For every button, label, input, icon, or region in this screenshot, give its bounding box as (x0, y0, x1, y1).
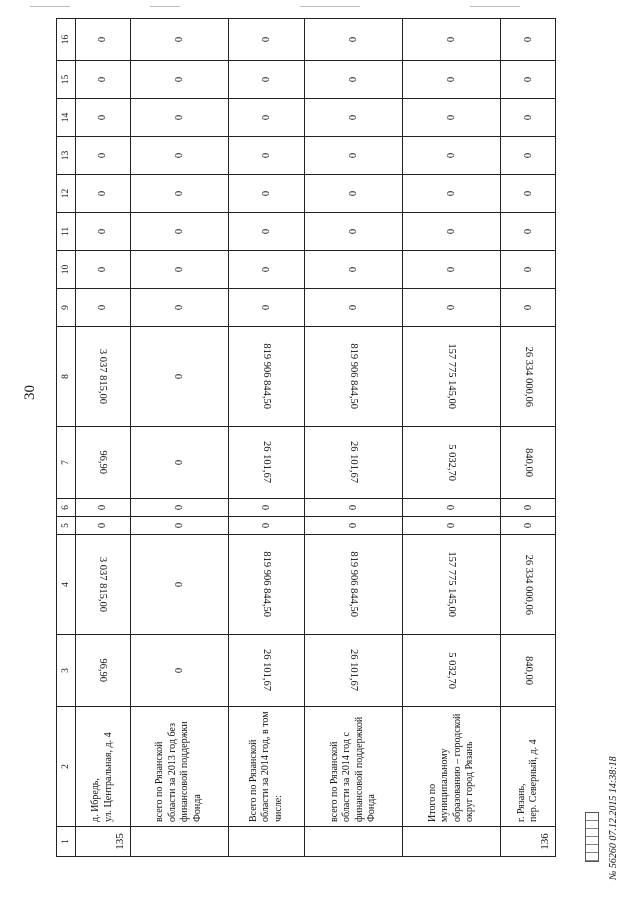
row-number: 136 (501, 827, 556, 857)
cell-col-3 (501, 635, 556, 707)
cell-value: 0 (348, 522, 360, 529)
cell-value: 3 037 815,00 (97, 556, 109, 613)
row-number (403, 827, 501, 857)
cell-value: 0 (446, 522, 458, 529)
row-number (228, 827, 304, 857)
cell-col-3 (403, 635, 501, 707)
cell-col-4 (130, 535, 228, 635)
cell-col-8 (305, 327, 403, 427)
cell-value: 840,00 (522, 656, 534, 685)
cell-col-13 (76, 137, 131, 175)
cell-value: 0 (348, 304, 360, 311)
scan-artifact (470, 6, 520, 7)
cell-col-5 (76, 517, 131, 535)
cell-col-5 (228, 517, 304, 535)
cell-col-4 (76, 535, 131, 635)
row-label: всего по Рязанской области за 2013 год без финансовой поддержки Фонда (130, 707, 228, 827)
cell-value: 0 (173, 667, 185, 674)
column-header-4: 4 (57, 535, 76, 635)
column-header-16: 16 (57, 19, 76, 61)
data-table (56, 18, 556, 857)
cell-col-16 (76, 19, 131, 61)
cell-col-3 (76, 635, 131, 707)
cell-col-5 (305, 517, 403, 535)
cell-col-10 (501, 251, 556, 289)
cell-col-14 (130, 99, 228, 137)
cell-col-10 (403, 251, 501, 289)
cell-col-9 (403, 289, 501, 327)
cell-value: 0 (97, 304, 109, 311)
column-header-10: 10 (57, 251, 76, 289)
cell-value: 26 101,67 (261, 441, 273, 484)
cell-value: 5 032,70 (446, 652, 458, 689)
table-container (56, 19, 556, 857)
cell-col-7 (403, 427, 501, 499)
cell-value: 0 (446, 190, 458, 197)
row-number: 135 (76, 827, 131, 857)
cell-col-11 (228, 213, 304, 251)
cell-col-6 (305, 499, 403, 517)
cell-col-5 (403, 517, 501, 535)
header-row (57, 19, 76, 857)
cell-value: 819 906 844,50 (261, 343, 273, 410)
cell-value: 0 (97, 152, 109, 159)
cell-value: 0 (522, 36, 534, 43)
cell-col-13 (501, 137, 556, 175)
cell-value: 0 (261, 266, 273, 273)
scan-artifact (30, 6, 70, 7)
cell-col-15 (76, 61, 131, 99)
cell-value: 0 (173, 459, 185, 466)
column-header-2: 2 (57, 707, 76, 827)
cell-value: 0 (446, 76, 458, 83)
cell-col-11 (130, 213, 228, 251)
table-row (130, 19, 228, 857)
cell-col-5 (130, 517, 228, 535)
document-footer: № 56260 07.12.2015 14:38:18 (608, 756, 619, 880)
cell-value: 0 (348, 36, 360, 43)
table-row (228, 19, 304, 857)
row-number (130, 827, 228, 857)
cell-col-12 (130, 175, 228, 213)
cell-col-7 (501, 427, 556, 499)
cell-value: 0 (348, 152, 360, 159)
cell-value: 0 (348, 76, 360, 83)
row-number (305, 827, 403, 857)
cell-col-10 (305, 251, 403, 289)
column-header-15: 15 (57, 61, 76, 99)
cell-value: 0 (261, 190, 273, 197)
table-row (76, 19, 131, 857)
cell-value: 0 (173, 152, 185, 159)
cell-value: 26 101,67 (348, 649, 360, 692)
cell-value: 0 (446, 36, 458, 43)
column-header-13: 13 (57, 137, 76, 175)
column-header-8: 8 (57, 327, 76, 427)
cell-col-12 (403, 175, 501, 213)
cell-value: 0 (173, 228, 185, 235)
cell-col-12 (228, 175, 304, 213)
cell-col-7 (228, 427, 304, 499)
cell-col-4 (403, 535, 501, 635)
cell-col-15 (130, 61, 228, 99)
cell-col-9 (305, 289, 403, 327)
cell-value: 0 (348, 266, 360, 273)
cell-value: 819 906 844,50 (261, 551, 273, 618)
cell-value: 3 037 815,00 (97, 348, 109, 405)
cell-value: 0 (261, 504, 273, 511)
cell-value: 96,90 (97, 450, 109, 475)
cell-value: 0 (348, 114, 360, 121)
cell-col-7 (76, 427, 131, 499)
cell-value: 0 (173, 373, 185, 380)
cell-col-13 (403, 137, 501, 175)
registry-stamp (585, 812, 599, 862)
cell-value: 26 334 000,06 (522, 346, 534, 407)
cell-col-5 (501, 517, 556, 535)
column-header-1: 1 (57, 827, 76, 857)
cell-value: 0 (97, 76, 109, 83)
cell-col-8 (130, 327, 228, 427)
cell-value: 0 (522, 152, 534, 159)
cell-value: 0 (173, 581, 185, 588)
cell-col-8 (228, 327, 304, 427)
cell-col-6 (403, 499, 501, 517)
column-header-11: 11 (57, 213, 76, 251)
cell-value: 0 (97, 190, 109, 197)
cell-value: 0 (173, 504, 185, 511)
cell-value: 0 (522, 266, 534, 273)
cell-value: 26 334 000,06 (522, 554, 534, 615)
cell-col-13 (305, 137, 403, 175)
cell-value: 840,00 (522, 448, 534, 477)
cell-col-14 (403, 99, 501, 137)
cell-value: 0 (261, 304, 273, 311)
cell-col-16 (501, 19, 556, 61)
cell-col-11 (305, 213, 403, 251)
cell-col-7 (130, 427, 228, 499)
cell-value: 0 (261, 76, 273, 83)
cell-col-14 (501, 99, 556, 137)
cell-col-7 (305, 427, 403, 499)
row-label: всего по Рязанской области за 2014 год с финансовой поддержкой Фонда (305, 707, 403, 827)
cell-col-10 (130, 251, 228, 289)
cell-value: 0 (173, 522, 185, 529)
cell-value: 26 101,67 (261, 649, 273, 692)
cell-value: 0 (261, 114, 273, 121)
cell-value: 0 (446, 304, 458, 311)
cell-value: 0 (261, 152, 273, 159)
cell-value: 0 (173, 266, 185, 273)
cell-col-11 (501, 213, 556, 251)
cell-value: 0 (261, 522, 273, 529)
cell-value: 0 (173, 36, 185, 43)
column-header-9: 9 (57, 289, 76, 327)
cell-value: 157 775 145,00 (446, 343, 458, 410)
cell-col-12 (305, 175, 403, 213)
table-row (403, 19, 501, 857)
cell-value: 0 (173, 304, 185, 311)
cell-col-4 (228, 535, 304, 635)
row-label: г. Рязань, пер. Северный, д. 4 (501, 707, 556, 827)
cell-col-8 (501, 327, 556, 427)
cell-col-3 (305, 635, 403, 707)
cell-value: 0 (173, 190, 185, 197)
cell-col-8 (403, 327, 501, 427)
cell-value: 819 906 844,50 (348, 343, 360, 410)
row-label: Всего по Рязанской области за 2014 год, в том числе: (228, 707, 304, 827)
cell-col-10 (76, 251, 131, 289)
cell-value: 0 (446, 228, 458, 235)
cell-col-12 (76, 175, 131, 213)
cell-col-11 (76, 213, 131, 251)
table-row (305, 19, 403, 857)
cell-col-13 (228, 137, 304, 175)
cell-col-6 (501, 499, 556, 517)
cell-value: 0 (173, 76, 185, 83)
cell-col-16 (403, 19, 501, 61)
cell-value: 819 906 844,50 (348, 551, 360, 618)
cell-col-15 (305, 61, 403, 99)
row-label: д. Ибредь, ул. Центральная, д. 4 (76, 707, 131, 827)
cell-value: 0 (97, 114, 109, 121)
cell-col-14 (76, 99, 131, 137)
cell-col-15 (501, 61, 556, 99)
cell-value: 0 (522, 228, 534, 235)
cell-value: 0 (348, 190, 360, 197)
cell-value: 0 (522, 190, 534, 197)
cell-col-9 (130, 289, 228, 327)
cell-col-3 (228, 635, 304, 707)
column-header-14: 14 (57, 99, 76, 137)
column-header-3: 3 (57, 635, 76, 707)
cell-value: 0 (446, 504, 458, 511)
cell-value: 0 (522, 522, 534, 529)
cell-col-6 (130, 499, 228, 517)
cell-value: 157 775 145,00 (446, 551, 458, 618)
cell-value: 0 (522, 114, 534, 121)
cell-col-12 (501, 175, 556, 213)
cell-col-6 (228, 499, 304, 517)
cell-value: 0 (173, 114, 185, 121)
cell-value: 0 (97, 36, 109, 43)
cell-col-9 (501, 289, 556, 327)
cell-col-11 (403, 213, 501, 251)
cell-col-9 (228, 289, 304, 327)
cell-value: 0 (97, 228, 109, 235)
cell-col-16 (228, 19, 304, 61)
cell-value: 0 (446, 266, 458, 273)
column-header-6: 6 (57, 499, 76, 517)
cell-value: 96,90 (97, 658, 109, 683)
cell-value: 0 (261, 36, 273, 43)
row-label: Итого по муниципальному образованию – городской округ город Рязань (403, 707, 501, 827)
cell-value: 0 (348, 504, 360, 511)
cell-value: 0 (446, 152, 458, 159)
table-row (501, 19, 556, 857)
cell-value: 0 (261, 228, 273, 235)
cell-col-13 (130, 137, 228, 175)
cell-col-9 (76, 289, 131, 327)
cell-value: 0 (97, 522, 109, 529)
page-number: 30 (22, 385, 38, 400)
cell-col-6 (76, 499, 131, 517)
cell-value: 26 101,67 (348, 441, 360, 484)
cell-col-14 (305, 99, 403, 137)
cell-col-8 (76, 327, 131, 427)
column-header-12: 12 (57, 175, 76, 213)
cell-col-4 (501, 535, 556, 635)
column-header-7: 7 (57, 427, 76, 499)
scan-artifact (150, 6, 180, 7)
cell-value: 0 (97, 266, 109, 273)
cell-col-16 (305, 19, 403, 61)
cell-col-16 (130, 19, 228, 61)
cell-col-4 (305, 535, 403, 635)
cell-col-3 (130, 635, 228, 707)
scan-artifact (300, 6, 360, 7)
cell-value: 5 032,70 (446, 444, 458, 481)
cell-value: 0 (446, 114, 458, 121)
cell-value: 0 (522, 76, 534, 83)
cell-value: 0 (522, 304, 534, 311)
cell-value: 0 (522, 504, 534, 511)
cell-value: 0 (97, 504, 109, 511)
cell-col-15 (403, 61, 501, 99)
cell-col-15 (228, 61, 304, 99)
cell-col-14 (228, 99, 304, 137)
cell-value: 0 (348, 228, 360, 235)
column-header-5: 5 (57, 517, 76, 535)
cell-col-10 (228, 251, 304, 289)
